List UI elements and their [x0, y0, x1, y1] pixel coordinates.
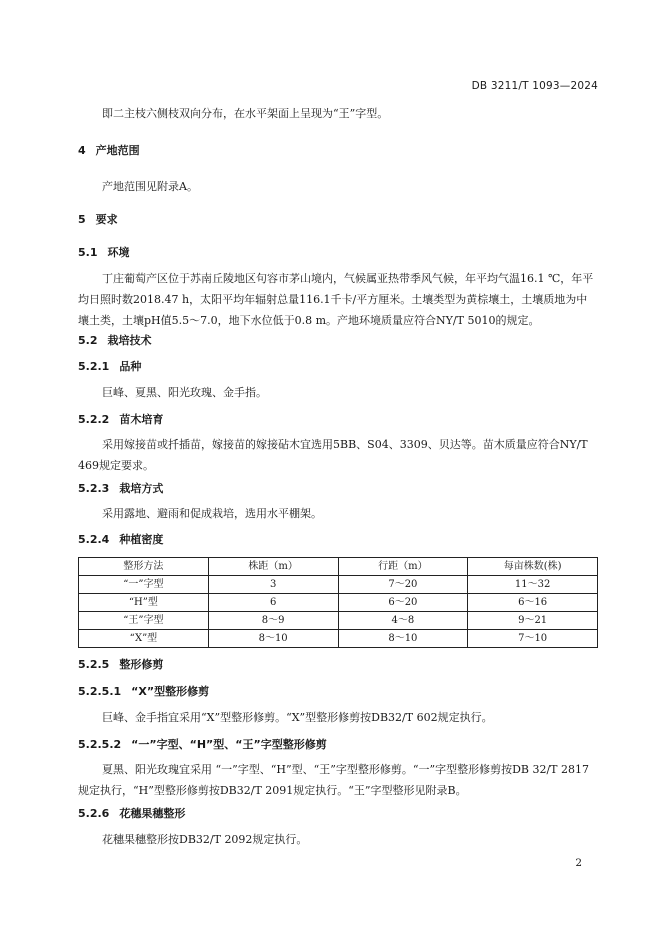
- table-header-cell: 株距（m）: [208, 558, 338, 576]
- section-4-heading: [78, 143, 140, 159]
- section-5-1-text: 丁庄葡萄产区位于苏南丘陵地区句容市茅山境内，气候属亚热带季风气候，年平均气温16.1 ℃，年平均日照时数2018.47 h，太阳平均年辐射总量116.1千卡/平方厘米。土壤类型为黄棕壤土，土壤质地为中壤土类，土壤pH值5.5～7.0，地下水位低于0.8 m。产地环境质量应符合NY/T 5010的规定。: [78, 272, 594, 327]
- planting-density-table: [78, 557, 598, 648]
- section-5-1-heading: [78, 245, 130, 261]
- section-5-2-5-2-text: 夏黑、阳光玫瑰宜采用 “一”字型、“H”型、“王”字型整形修剪。“一”字型整形修剪按DB 32/T 2817规定执行，“H”型整形修剪按DB32/T 2091规定执行。“王”字型整形见附录B。: [78, 763, 590, 797]
- section-number: 5.2.4: [78, 533, 110, 546]
- table-cell: 8～9: [208, 612, 338, 630]
- section-5-2-3-text: 采用露地、避雨和促成栽培，选用水平棚架。: [102, 507, 322, 520]
- section-title: 产地范围: [95, 144, 140, 157]
- section-5-2-5-1-heading: [78, 684, 209, 700]
- section-number: 5.2: [78, 334, 98, 347]
- section-number: 5.2.3: [78, 482, 110, 495]
- section-5-2-5-2-heading: [78, 737, 327, 753]
- table-cell: 3: [208, 576, 338, 594]
- section-title: 种植密度: [119, 533, 164, 546]
- table-header-cell: 行距（m）: [338, 558, 468, 576]
- table-header-row: [79, 558, 598, 576]
- table-header-cell: 整形方法: [79, 558, 209, 576]
- section-5-2-5-1-text: 巨峰、金手指宜采用“X”型整形修剪。“X”型整形修剪按DB32/T 602规定执行。: [102, 711, 493, 724]
- section-title: 环境: [107, 246, 130, 259]
- section-5-2-2-text: 采用嫁接苗或扦插苗，嫁接苗的嫁接砧木宜选用5BB、S04、3309、贝达等。苗木质量应符合NY/T 469规定要求。: [78, 438, 588, 472]
- table-cell: 8～10: [208, 630, 338, 648]
- section-number: 5: [78, 213, 86, 226]
- section-title: “一”字型、“H”型、“王”字型整形修剪: [131, 738, 327, 751]
- section-number: 5.2.1: [78, 360, 110, 373]
- section-title: 品种: [119, 360, 142, 373]
- section-number: 5.2.2: [78, 413, 110, 426]
- table-cell: 6: [208, 594, 338, 612]
- intro-paragraph: 即二主枝六侧枝双向分布，在水平架面上呈现为“王”字型。: [102, 107, 389, 120]
- table-cell: 6～16: [468, 594, 598, 612]
- table-cell: “王”字型: [79, 612, 209, 630]
- table-row: [79, 612, 598, 630]
- table-cell: 4～8: [338, 612, 468, 630]
- section-5-2-heading: [78, 333, 152, 349]
- table-header-cell: 每亩株数(株): [468, 558, 598, 576]
- section-number: 5.1: [78, 246, 98, 259]
- section-number: 4: [78, 144, 86, 157]
- table-row: [79, 630, 598, 648]
- section-5-2-6-text: 花穗果穗整形按DB32/T 2092规定执行。: [102, 833, 308, 846]
- table-cell: 7～10: [468, 630, 598, 648]
- table-cell: 9～21: [468, 612, 598, 630]
- page-number: 2: [575, 857, 582, 869]
- table-cell: 7～20: [338, 576, 468, 594]
- table-cell: “X”型: [79, 630, 209, 648]
- section-5-2-4-heading: [78, 532, 163, 548]
- section-title: 花穗果穗整形: [119, 807, 186, 820]
- table-row: [79, 594, 598, 612]
- section-title: “X”型整形修剪: [131, 685, 210, 698]
- section-5-heading: [78, 212, 118, 228]
- table-cell: 8～10: [338, 630, 468, 648]
- section-title: 要求: [95, 213, 118, 226]
- section-5-2-1-heading: [78, 359, 141, 375]
- section-title: 栽培技术: [107, 334, 152, 347]
- section-number: 5.2.5: [78, 658, 110, 671]
- section-title: 栽培方式: [119, 482, 164, 495]
- section-title: 整形修剪: [119, 658, 164, 671]
- section-5-2-5-heading: [78, 657, 163, 673]
- table-row: [79, 576, 598, 594]
- document-code: DB 3211/T 1093—2024: [471, 80, 598, 92]
- section-5-2-1-text: 巨峰、夏黑、阳光玫瑰、金手指。: [102, 386, 267, 399]
- section-number: 5.2.5.1: [78, 685, 122, 698]
- section-number: 5.2.5.2: [78, 738, 122, 751]
- table-cell: “H”型: [79, 594, 209, 612]
- section-5-2-3-heading: [78, 481, 163, 497]
- table-cell: 11～32: [468, 576, 598, 594]
- table-cell: “一”字型: [79, 576, 209, 594]
- table-cell: 6～20: [338, 594, 468, 612]
- section-number: 5.2.6: [78, 807, 110, 820]
- section-title: 苗木培育: [119, 413, 164, 426]
- section-4-text: 产地范围见附录A。: [102, 180, 198, 193]
- section-5-2-2-heading: [78, 412, 163, 428]
- section-5-2-6-heading: [78, 806, 185, 822]
